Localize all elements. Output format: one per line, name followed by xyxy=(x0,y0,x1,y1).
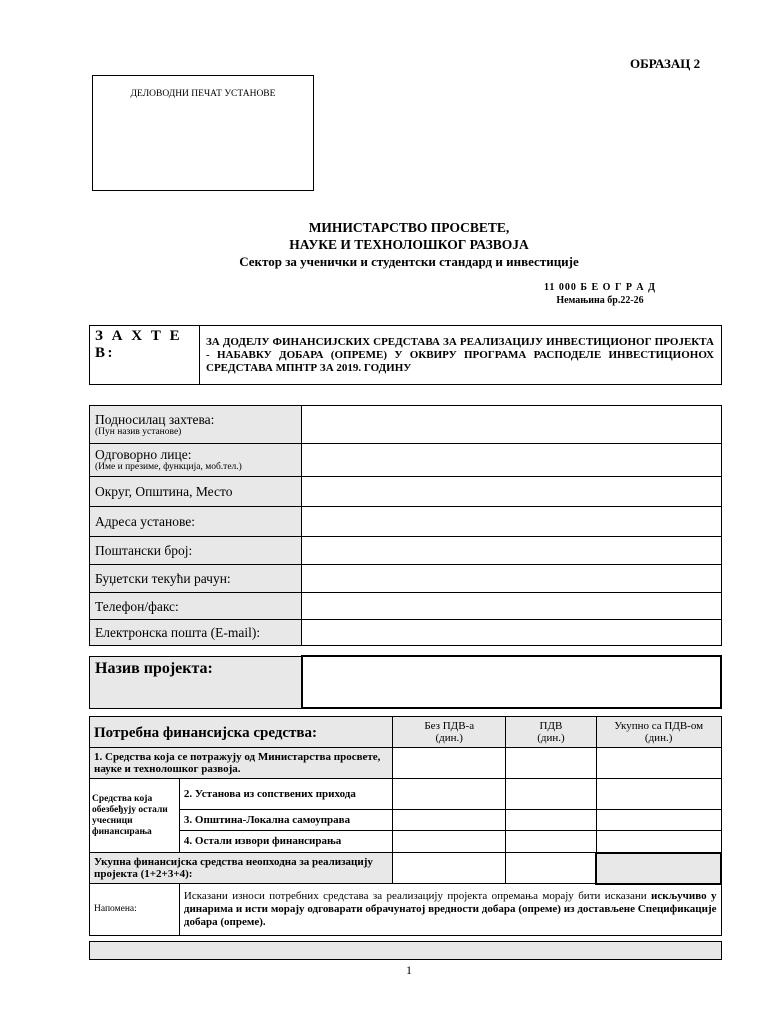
address-street: Немањина бр.22-26 xyxy=(556,295,644,306)
footer-bar xyxy=(89,941,722,960)
row1-label: 1. Средства која се потражују од Министарства просвете, науке и технолошког развоја. xyxy=(90,748,393,779)
info-label-phone: Телефон/факс: xyxy=(90,593,302,620)
row3-total[interactable] xyxy=(596,810,721,831)
note-label: Напомена: xyxy=(90,884,180,936)
postal-code-field[interactable] xyxy=(302,537,722,565)
info-label-email: Електронска пошта (E-mail): xyxy=(90,620,302,646)
request-table xyxy=(89,325,722,385)
finance-title: Потребна финансијска средства: xyxy=(90,717,393,748)
request-text: ЗА ДОДЕЛУ ФИНАНСИЈСКИХ СРЕДСТАВА ЗА РЕАЛИЗАЦИЈУ ИНВЕСТИЦИОНОГ ПРОЈЕКТА - НАБАВКУ ДОБАРА (ОПРЕМЕ) У ОКВИРУ ПРОГРАМА РАСПОДЕЛЕ ИНВЕСТИЦИОНОХ СРЕДСТАВА МПНТР ЗА 2019. ГОДИНУ xyxy=(200,326,722,385)
row2-total[interactable] xyxy=(596,779,721,810)
project-table xyxy=(89,655,722,709)
address-field[interactable] xyxy=(302,507,722,537)
total-vat[interactable] xyxy=(506,853,597,884)
phone-field[interactable] xyxy=(302,593,722,620)
project-label: Назив пројекта: xyxy=(90,656,302,708)
info-label-postal: Поштански број: xyxy=(90,537,302,565)
other-participants-label: Средства која обезбеђују остали учесници финансирања xyxy=(90,779,180,853)
total-without-vat[interactable] xyxy=(393,853,506,884)
info-label-district: Округ, Општина, Место xyxy=(90,477,302,507)
note-text: Исказани износи потребних средстава за реализацију пројекта опремања морају бити исказани искључиво у динарима и исти морају одговарати обрачунатој вредности добара (опреме) из достављене Спецификације добара (опреме). xyxy=(179,884,721,936)
row4-total[interactable] xyxy=(596,831,721,853)
applicant-info-table xyxy=(89,405,722,646)
ministry-header xyxy=(0,219,768,270)
row4-vat[interactable] xyxy=(506,831,597,853)
row3-without-vat[interactable] xyxy=(393,810,506,831)
form-number: ОБРАЗАЦ 2 xyxy=(630,56,701,71)
total-label: Укупна финансијска средства неопходна за реализацију пројекта (1+2+3+4): xyxy=(90,853,393,884)
col-without-vat: Без ПДВ-а (дин.) xyxy=(393,717,506,748)
ministry-line1: МИНИСТАРСТВО ПРОСВЕТЕ, xyxy=(308,220,510,235)
row1-total[interactable] xyxy=(596,748,721,779)
project-name-field[interactable] xyxy=(302,656,722,708)
col-vat: ПДВ (дин.) xyxy=(506,717,597,748)
ministry-sector: Сектор за ученички и студентски стандард и инвестиције xyxy=(239,254,579,269)
stamp-box xyxy=(92,75,314,191)
address-city: 11 000 Б Е О Г Р А Д xyxy=(543,282,657,293)
info-label-applicant: Подносилац захтева: (Пун назив установе) xyxy=(90,406,302,444)
account-field[interactable] xyxy=(302,565,722,593)
request-label: З А Х Т Е В: xyxy=(90,326,200,385)
district-field[interactable] xyxy=(302,477,722,507)
applicant-field[interactable] xyxy=(302,406,722,444)
row4-without-vat[interactable] xyxy=(393,831,506,853)
row1-without-vat[interactable] xyxy=(393,748,506,779)
row3-vat[interactable] xyxy=(506,810,597,831)
page-number: 1 xyxy=(406,963,412,977)
total-with-vat[interactable] xyxy=(596,853,721,884)
finance-table xyxy=(89,716,722,936)
responsible-person-field[interactable] xyxy=(302,444,722,477)
email-field[interactable] xyxy=(302,620,722,646)
row1-vat[interactable] xyxy=(506,748,597,779)
stamp-label: ДЕЛОВОДНИ ПЕЧАТ УСТАНОВЕ xyxy=(130,89,276,99)
ministry-line2: НАУКЕ И ТЕХНОЛОШКОГ РАЗВОЈА xyxy=(289,237,529,252)
ministry-address xyxy=(530,281,670,307)
row2-label: 2. Установа из сопствених прихода xyxy=(179,779,392,810)
row2-vat[interactable] xyxy=(506,779,597,810)
info-label-account: Буџетски текући рачун: xyxy=(90,565,302,593)
info-label-responsible: Одговорно лице: (Име и презиме, функција, моб.тел.) xyxy=(90,444,302,477)
row2-without-vat[interactable] xyxy=(393,779,506,810)
info-label-address: Адреса установе: xyxy=(90,507,302,537)
row4-label: 4. Остали извори финансирања xyxy=(179,831,392,853)
col-total-with-vat: Укупно са ПДВ-ом (дин.) xyxy=(596,717,721,748)
row3-label: 3. Општина-Локална самоуправа xyxy=(179,810,392,831)
